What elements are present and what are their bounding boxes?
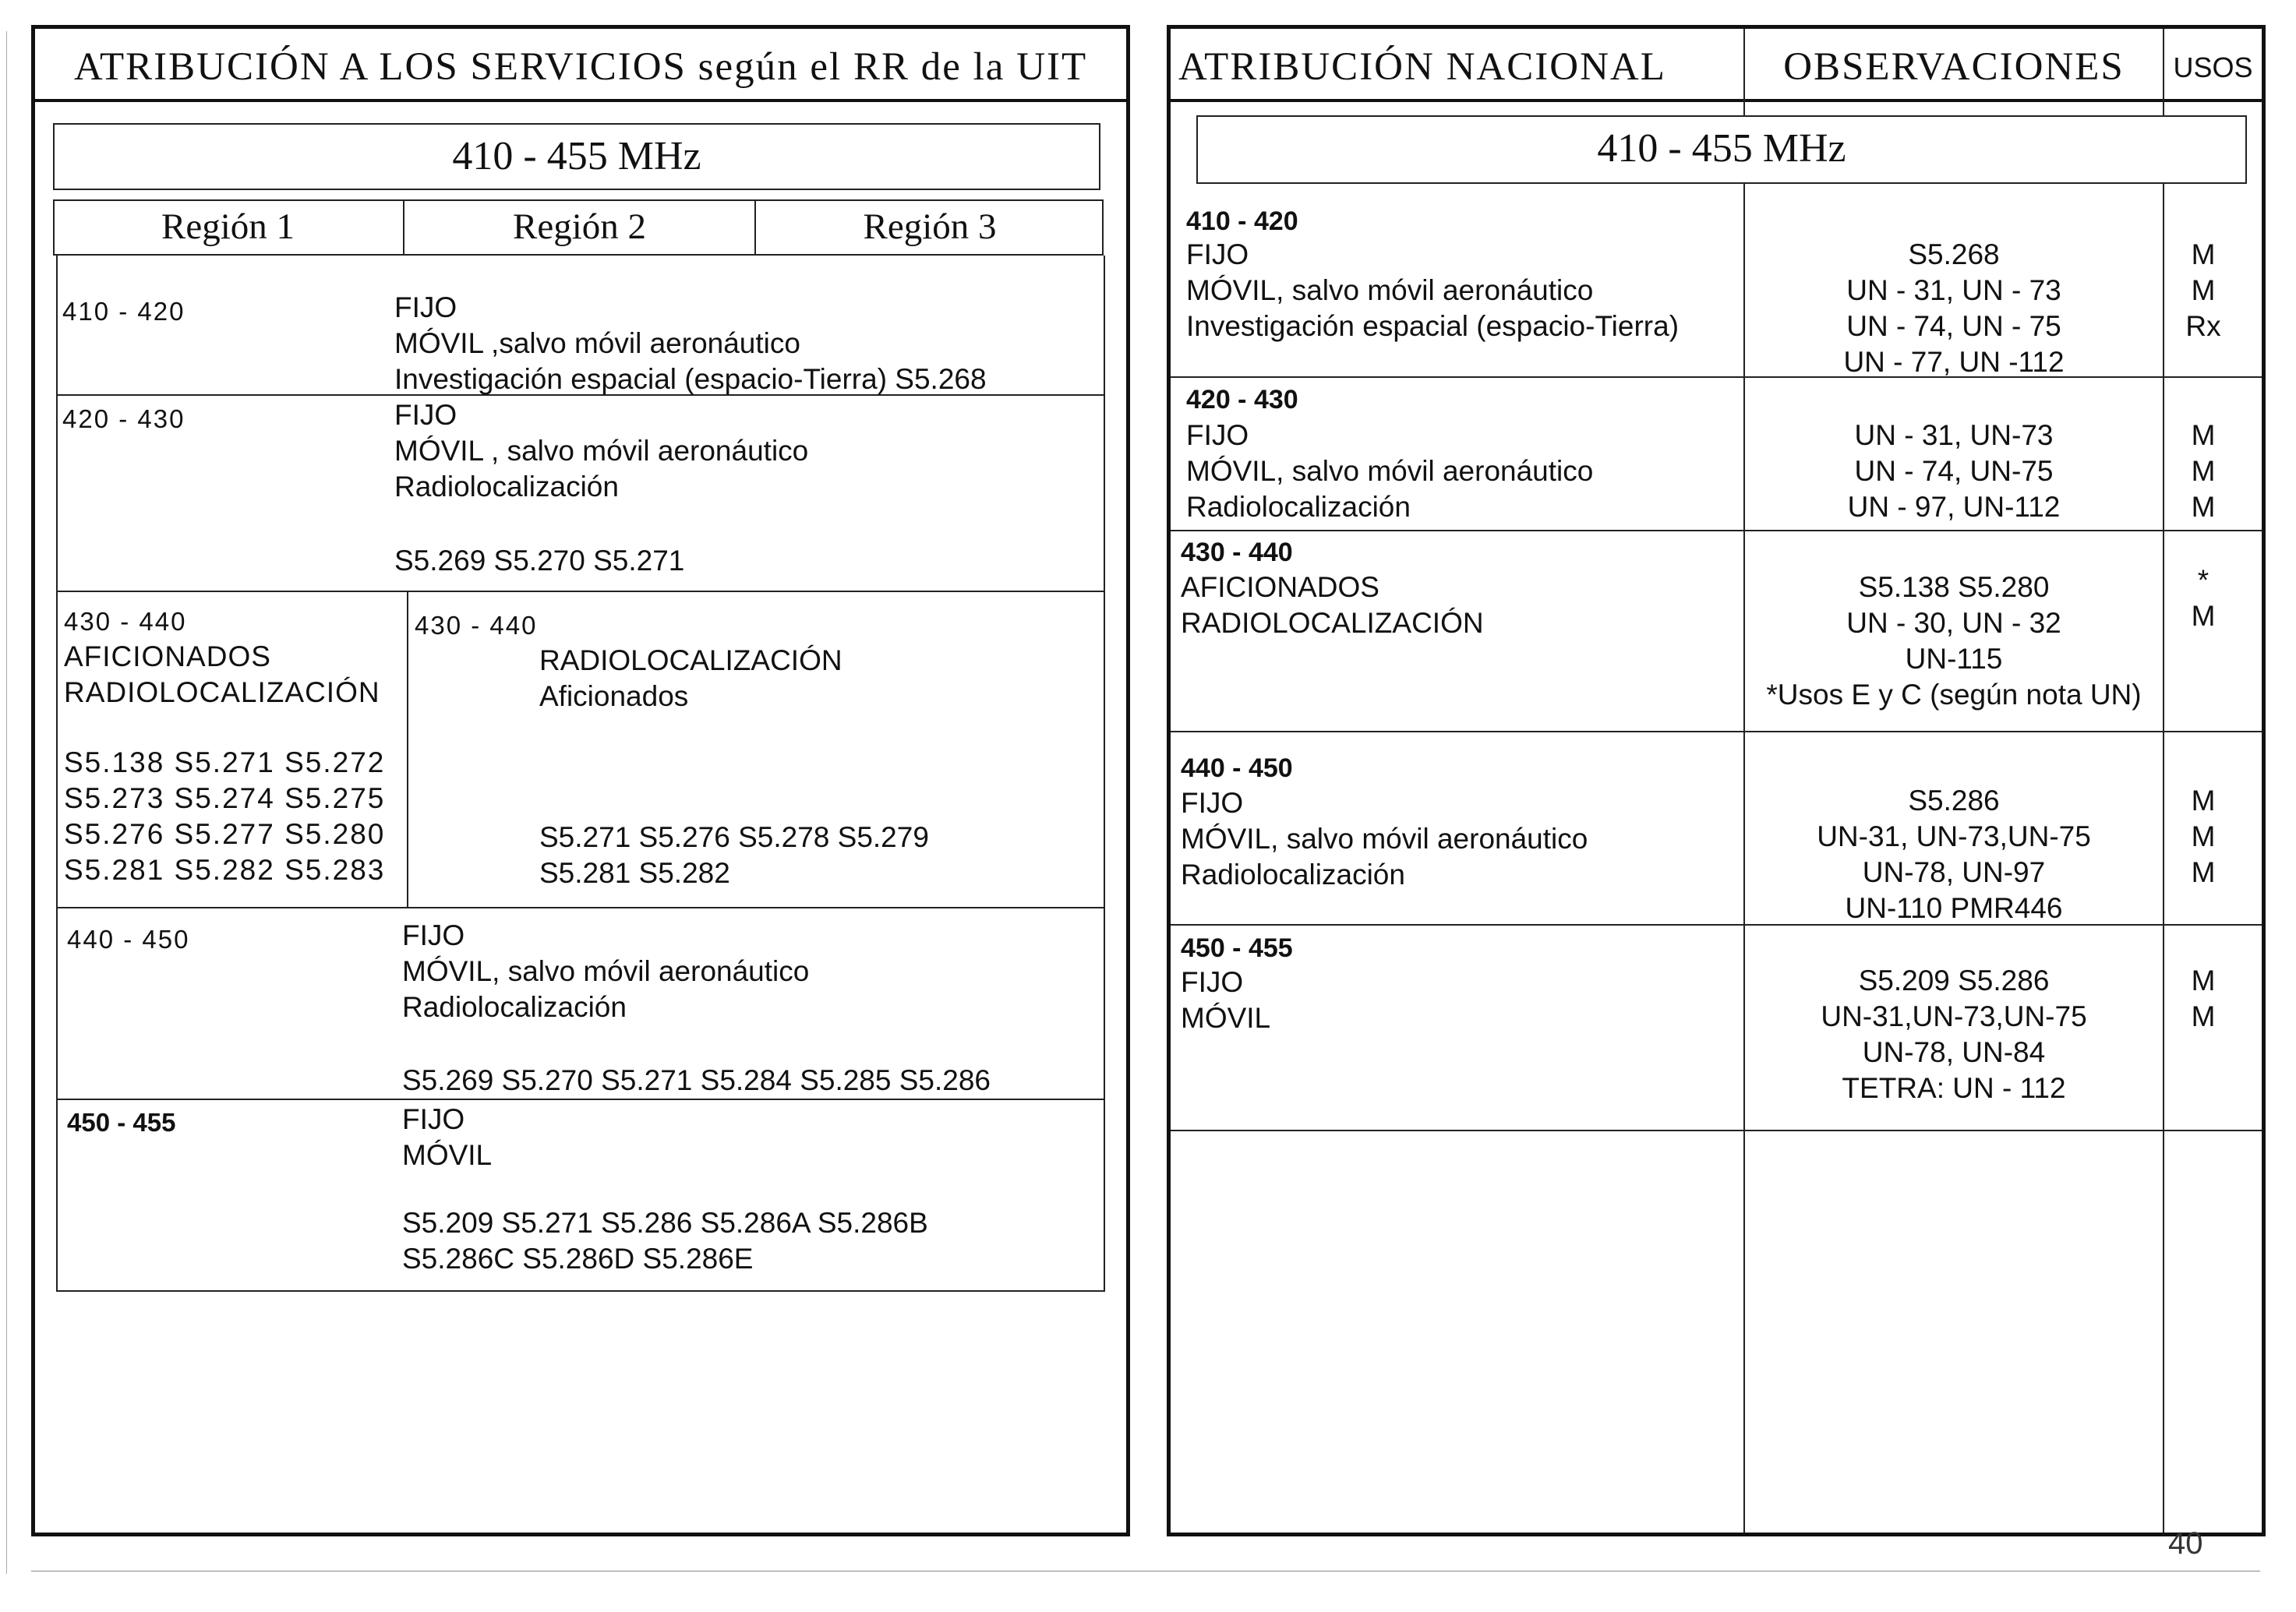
- left-row-services: RADIOLOCALIZACIÓN Aficionados: [539, 644, 842, 712]
- right-row-usos: * M: [2191, 564, 2216, 632]
- right-row-usos: M M Rx: [2185, 238, 2221, 342]
- region-3-label: Región 3: [863, 206, 997, 247]
- right-row-services: FIJO MÓVIL, salvo móvil aeronáutico Radiolocalización: [1181, 787, 1588, 891]
- left-row-services: FIJO MÓVIL ,salvo móvil aeronáutico Investigación espacial (espacio-Tierra) S5.268: [394, 291, 987, 395]
- left-row-range: 420 - 430: [62, 404, 185, 433]
- right-row-observaciones: S5.138 S5.280 UN - 30, UN - 32 UN-115 *Usos E y C (según nota UN): [1766, 571, 2142, 711]
- right-row-usos: M M M: [2191, 419, 2216, 523]
- left-row-range: 450 - 455: [67, 1108, 176, 1137]
- page-number: 40: [2168, 1526, 2203, 1561]
- region-2-label: Región 2: [512, 206, 647, 247]
- left-row-notes: S5.209 S5.271 S5.286 S5.286A S5.286B S5.286C S5.286D S5.286E: [402, 1207, 928, 1275]
- left-row-services: FIJO MÓVIL , salvo móvil aeronáutico Radiolocalización: [394, 399, 809, 503]
- right-row-observaciones: UN - 31, UN-73 UN - 74, UN-75 UN - 97, UN-112: [1847, 419, 2061, 523]
- left-row-notes: S5.269 S5.270 S5.271: [394, 545, 685, 577]
- header-observaciones: OBSERVACIONES: [1783, 45, 2125, 89]
- left-row-notes: S5.138 S5.271 S5.272 S5.273 S5.274 S5.275 S5.276 S5.277 S5.280 S5.281 S5.282 S5.283: [64, 746, 386, 886]
- region-1-label: Región 1: [161, 206, 295, 247]
- left-row-notes: S5.271 S5.276 S5.278 S5.279 S5.281 S5.282: [539, 821, 929, 889]
- left-row-services: FIJO MÓVIL: [402, 1103, 493, 1171]
- left-title: ATRIBUCIÓN A LOS SERVICIOS según el RR de la UIT: [73, 45, 1088, 89]
- right-row-usos: M M: [2191, 965, 2216, 1032]
- right-row-services: FIJO MÓVIL: [1181, 966, 1271, 1034]
- left-row-services: FIJO MÓVIL, salvo móvil aeronáutico Radiolocalización: [402, 919, 810, 1023]
- left-row-services: AFICIONADOS RADIOLOCALIZACIÓN: [64, 640, 380, 708]
- right-band-title: 410 - 455 MHz: [1597, 126, 1846, 171]
- right-row-observaciones: S5.286 UN-31, UN-73,UN-75 UN-78, UN-97 UN-110 PMR446: [1817, 785, 2091, 924]
- right-row-services: FIJO MÓVIL, salvo móvil aeronáutico Radiolocalización: [1186, 419, 1594, 523]
- right-row-range: 410 - 420: [1186, 206, 1298, 236]
- right-row-range: 440 - 450: [1181, 753, 1293, 783]
- right-row-range: 430 - 440: [1181, 538, 1293, 567]
- scan-edge: [6, 31, 7, 1574]
- left-band-title: 410 - 455 MHz: [452, 134, 701, 178]
- left-row-notes: S5.269 S5.270 S5.271 S5.284 S5.285 S5.286: [402, 1064, 991, 1096]
- left-row-range: 440 - 450: [67, 925, 190, 954]
- right-row-usos: M M M: [2191, 785, 2216, 888]
- right-row-range: 450 - 455: [1181, 933, 1293, 963]
- right-row-range: 420 - 430: [1186, 385, 1298, 414]
- left-row-range: 410 - 420: [62, 297, 185, 326]
- left-row-range: 430 - 440: [64, 607, 187, 636]
- right-row-services: FIJO MÓVIL, salvo móvil aeronáutico Investigación espacial (espacio-Tierra): [1186, 238, 1680, 342]
- left-title-divider: [35, 99, 1126, 102]
- right-row-observaciones: S5.268 UN - 31, UN - 73 UN - 74, UN - 75 UN - 77, UN -112: [1843, 238, 2065, 378]
- right-row-observaciones: S5.209 S5.286 UN-31,UN-73,UN-75 UN-78, UN-84 TETRA: UN - 112: [1821, 965, 2087, 1104]
- right-row-services: AFICIONADOS RADIOLOCALIZACIÓN: [1181, 571, 1484, 639]
- header-usos: USOS: [2173, 51, 2253, 83]
- header-atribucion-nacional: ATRIBUCIÓN NACIONAL: [1178, 45, 1666, 89]
- left-row-range: 430 - 440: [415, 611, 538, 640]
